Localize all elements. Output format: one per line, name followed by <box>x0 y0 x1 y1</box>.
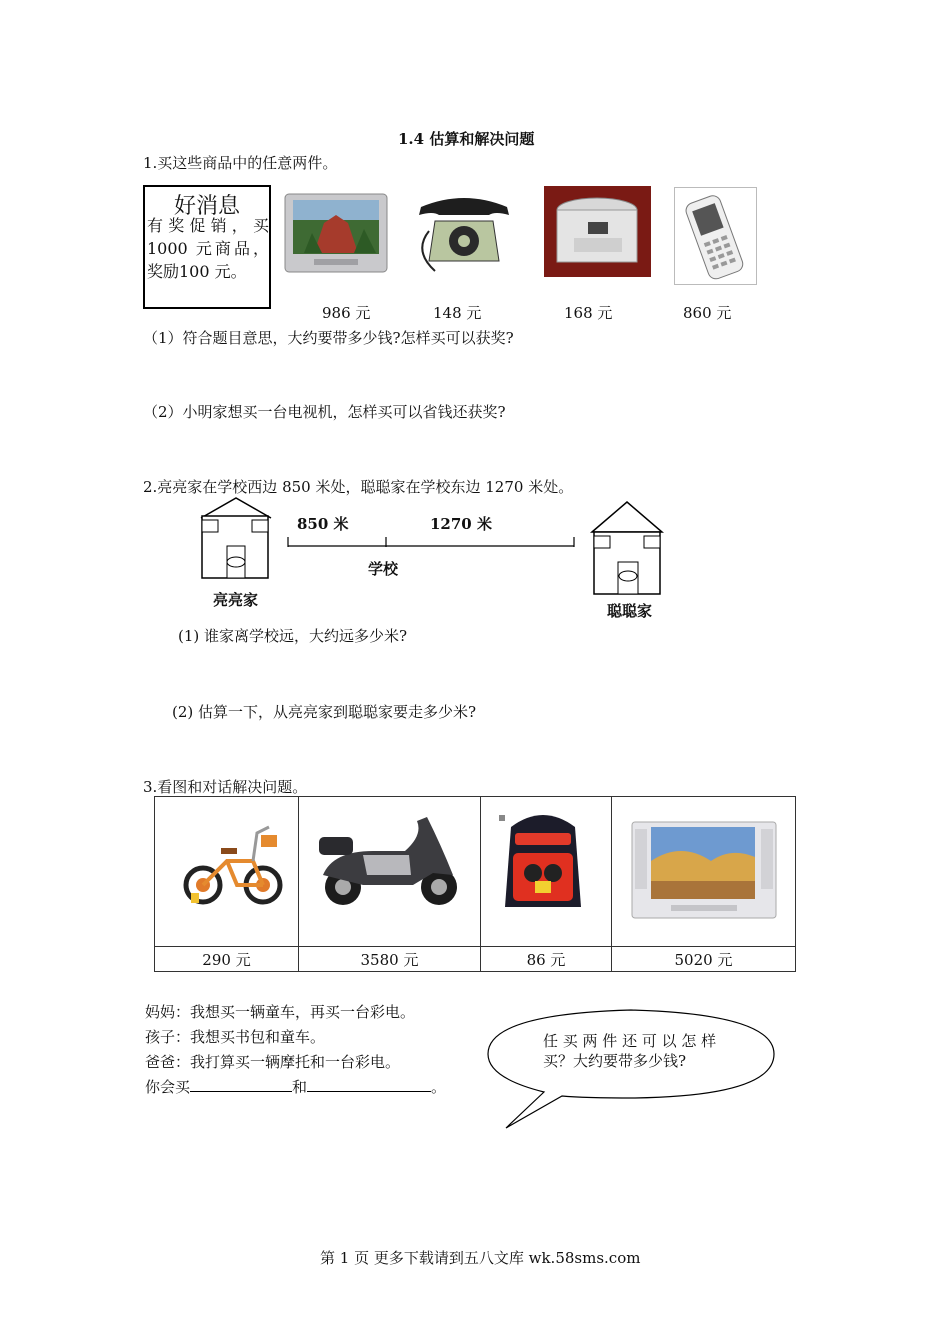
price-bicycle: 290 元 <box>202 951 251 969</box>
page-footer: 第 1 页 更多下载请到五八文库 wk.58sms.com <box>320 1249 641 1267</box>
question-2-sub-1: (1) 谁家离学校远，大约远多少米? <box>178 627 408 645</box>
page-title: 1.4 估算和解决问题 <box>398 130 535 148</box>
mobile-phone-icon <box>674 187 757 285</box>
price-mobile-phone: 860 元 <box>683 304 732 322</box>
question-1-sub-1: （1）符合题目意思，大约要带多少钱?怎样买可以获奖? <box>143 329 514 347</box>
distance-right-label: 1270 米 <box>430 515 492 533</box>
question-2-sub-2: (2) 估算一下，从亮亮家到聪聪家要走多少米? <box>172 703 477 721</box>
answer-blank-2[interactable] <box>307 1077 431 1092</box>
answer-line <box>145 1076 446 1097</box>
promo-text: 有奖促销，买1000 元商品，奖励100 元。 <box>147 216 269 281</box>
price-tv: 986 元 <box>322 304 371 322</box>
price-schoolbag: 86 元 <box>526 951 566 969</box>
telephone-icon <box>405 191 524 275</box>
motorcycle-icon <box>313 815 465 911</box>
question-3-heading: 3.看图和对话解决问题。 <box>143 778 308 796</box>
dialog-kid: 孩子：我想买书包和童车。 <box>145 1028 326 1046</box>
house-left-label: 亮亮家 <box>213 591 259 609</box>
question-1-heading: 1.买这些商品中的任意两件。 <box>143 154 338 172</box>
question-2-heading: 2.亮亮家在学校西边 850 米处，聪聪家在学校东边 1270 米处。 <box>143 478 574 496</box>
dialog-dad: 爸爸：我打算买一辆摩托和一台彩电。 <box>145 1053 401 1071</box>
answer-prefix: 你会买 <box>145 1078 191 1096</box>
schoolbag-icon <box>493 807 593 917</box>
promo-title: 好消息 <box>173 194 240 219</box>
price-television: 5020 元 <box>674 951 733 969</box>
bicycle-icon <box>181 813 287 909</box>
tv-icon <box>284 193 388 275</box>
price-rice-cooker: 168 元 <box>564 304 613 322</box>
school-label: 学校 <box>368 560 399 578</box>
product-table <box>154 796 796 972</box>
bubble-line-1: 任 买 两 件 还 可 以 怎 样 <box>543 1032 717 1050</box>
price-motorcycle: 3580 元 <box>360 951 419 969</box>
dialog-mom: 妈妈：我想买一辆童车，再买一台彩电。 <box>145 1003 416 1021</box>
answer-and: 和 <box>292 1078 308 1096</box>
bubble-line-2: 买？大约要带多少钱? <box>543 1052 687 1070</box>
house-right-label: 聪聪家 <box>607 602 653 620</box>
price-telephone: 148 元 <box>433 304 482 322</box>
question-1-sub-2: （2）小明家想买一台电视机，怎样买可以省钱还获奖? <box>143 403 506 421</box>
answer-blank-1[interactable] <box>190 1077 292 1092</box>
house-left-icon <box>196 496 276 580</box>
rice-cooker-icon <box>544 186 651 277</box>
distance-line <box>286 534 576 548</box>
tv-icon <box>631 821 777 919</box>
house-right-icon <box>590 500 664 596</box>
answer-end: 。 <box>431 1078 447 1096</box>
promo-box <box>143 185 271 309</box>
distance-left-label: 850 米 <box>297 515 349 533</box>
